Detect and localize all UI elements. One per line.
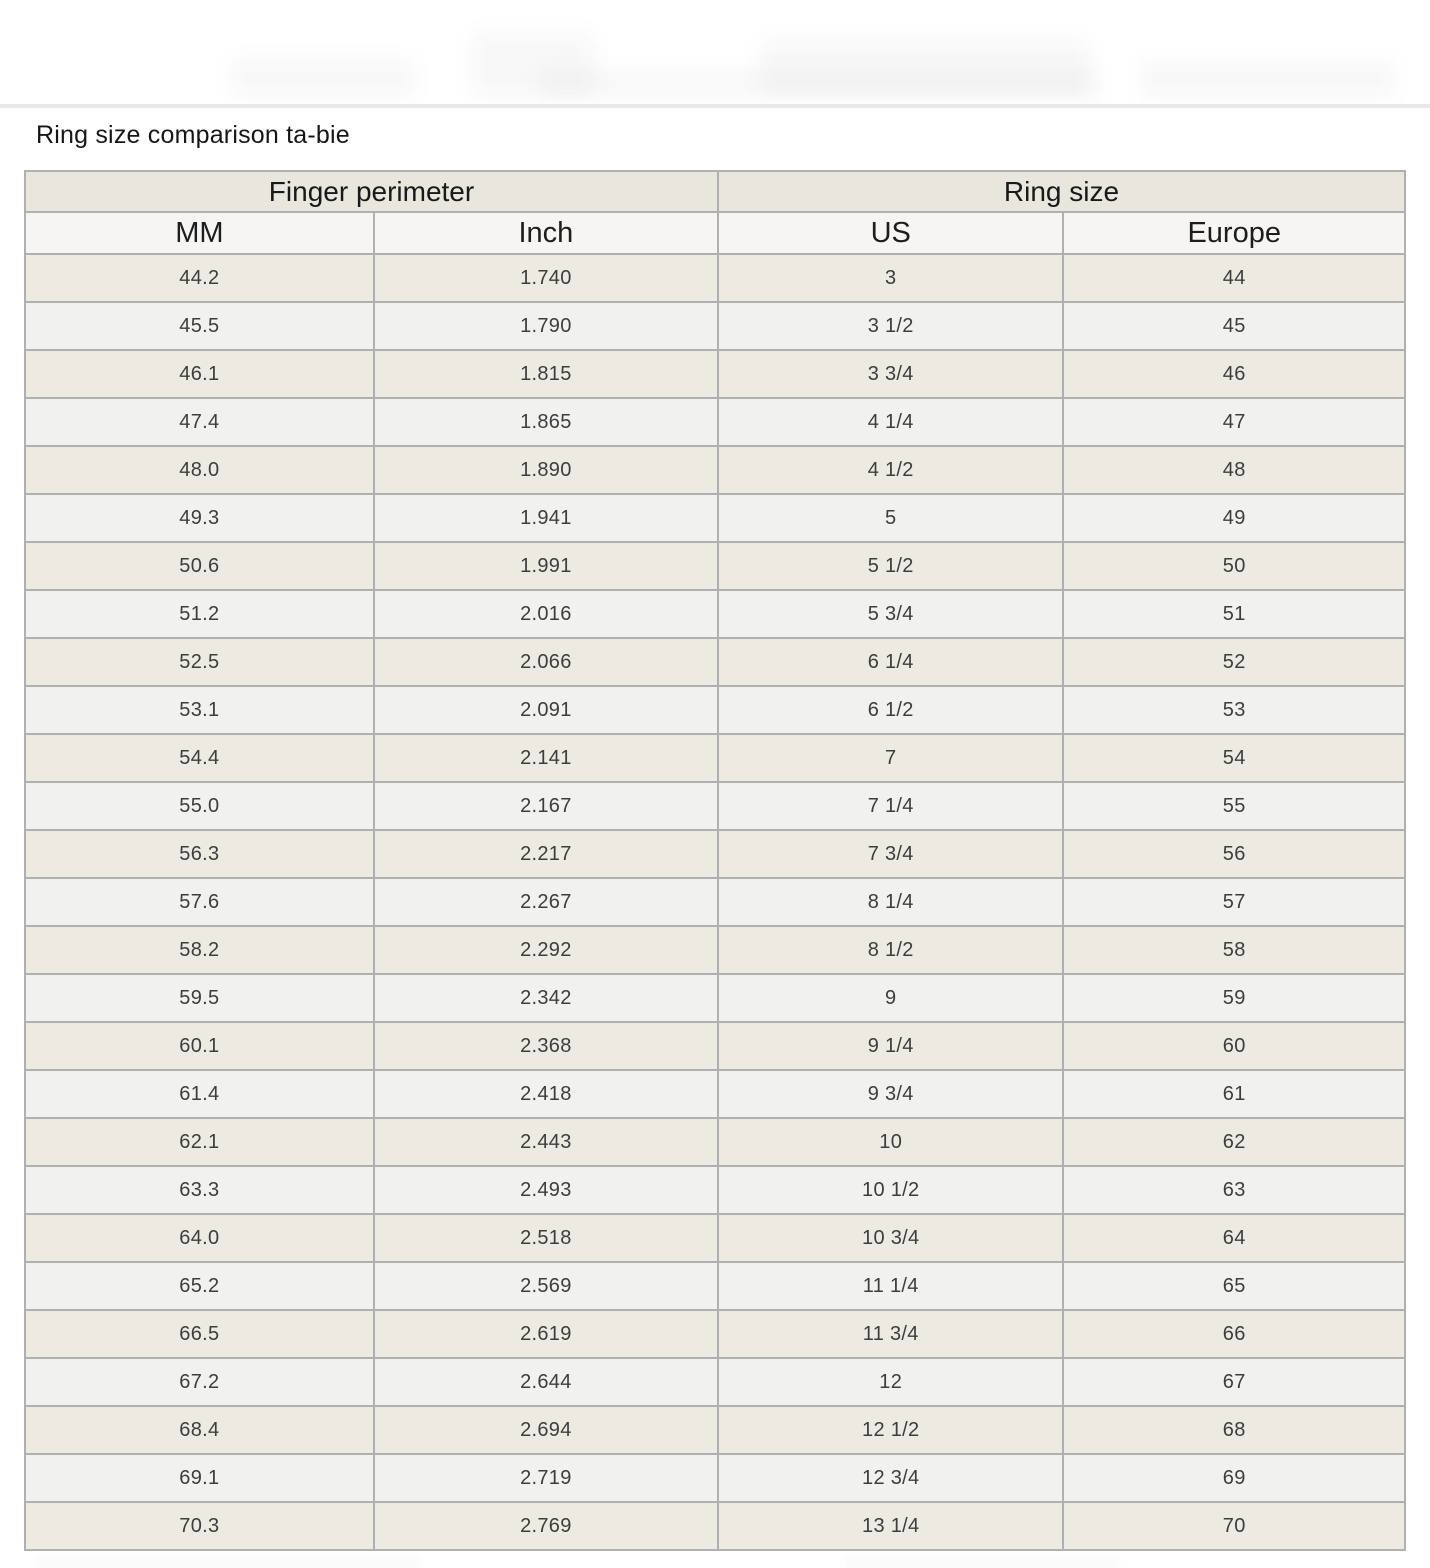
table-cell: 2.141 [374, 734, 718, 782]
table-cell: 7 [718, 734, 1063, 782]
table-cell: 54 [1063, 734, 1405, 782]
table-cell: 11 3/4 [718, 1310, 1063, 1358]
table-row [25, 590, 1405, 638]
table-cell: 2.066 [374, 638, 718, 686]
table-cell: 55.0 [25, 782, 374, 830]
table-cell: 58 [1063, 926, 1405, 974]
table-cell: 4 1/2 [718, 446, 1063, 494]
table-cell: 6 1/4 [718, 638, 1063, 686]
table-cell: 2.091 [374, 686, 718, 734]
table-cell: 61.4 [25, 1070, 374, 1118]
column-header-mm: MM [25, 212, 374, 254]
table-row [25, 782, 1405, 830]
table-row [25, 734, 1405, 782]
table-row [25, 1070, 1405, 1118]
table-cell: 10 3/4 [718, 1214, 1063, 1262]
table-cell: 65 [1063, 1262, 1405, 1310]
table-cell: 53 [1063, 686, 1405, 734]
ghost-blob [760, 38, 1090, 96]
table-cell: 45 [1063, 302, 1405, 350]
table-row [25, 926, 1405, 974]
table-row [25, 1214, 1405, 1262]
table-cell: 2.167 [374, 782, 718, 830]
table-cell: 1.865 [374, 398, 718, 446]
table-row [25, 1454, 1405, 1502]
table-cell: 2.619 [374, 1310, 718, 1358]
table-cell: 59.5 [25, 974, 374, 1022]
table-cell: 10 1/2 [718, 1166, 1063, 1214]
table-cell: 7 1/4 [718, 782, 1063, 830]
table-cell: 51.2 [25, 590, 374, 638]
table-row [25, 1310, 1405, 1358]
table-cell: 2.342 [374, 974, 718, 1022]
table-cell: 55 [1063, 782, 1405, 830]
table-cell: 5 3/4 [718, 590, 1063, 638]
table-cell: 56 [1063, 830, 1405, 878]
table-cell: 2.518 [374, 1214, 718, 1262]
table-cell: 8 1/2 [718, 926, 1063, 974]
table-cell: 70.3 [25, 1502, 374, 1550]
table-cell: 1.740 [374, 254, 718, 302]
table-cell: 2.694 [374, 1406, 718, 1454]
table-row [25, 1166, 1405, 1214]
table-cell: 69.1 [25, 1454, 374, 1502]
page-title: Ring size comparison ta-bie [36, 121, 350, 149]
table-row [25, 542, 1405, 590]
table-row [25, 1406, 1405, 1454]
table-cell: 2.769 [374, 1502, 718, 1550]
table-cell: 5 [718, 494, 1063, 542]
table-row [25, 830, 1405, 878]
table-row [25, 302, 1405, 350]
table-cell: 3 1/2 [718, 302, 1063, 350]
table-cell: 2.493 [374, 1166, 718, 1214]
table-cell: 11 1/4 [718, 1262, 1063, 1310]
table-row [25, 446, 1405, 494]
table-row [25, 494, 1405, 542]
table-cell: 63.3 [25, 1166, 374, 1214]
table-cell: 4 1/4 [718, 398, 1063, 446]
table-cell: 53.1 [25, 686, 374, 734]
table-cell: 67.2 [25, 1358, 374, 1406]
table-cell: 1.991 [374, 542, 718, 590]
table-cell: 59 [1063, 974, 1405, 1022]
table-cell: 44.2 [25, 254, 374, 302]
table-cell: 12 1/2 [718, 1406, 1063, 1454]
top-divider-line [0, 104, 1430, 108]
column-header-europe: Europe [1063, 212, 1405, 254]
table-cell: 8 1/4 [718, 878, 1063, 926]
table-cell: 3 3/4 [718, 350, 1063, 398]
table-cell: 12 3/4 [718, 1454, 1063, 1502]
table-cell: 1.790 [374, 302, 718, 350]
table-row [25, 1118, 1405, 1166]
table-cell: 3 [718, 254, 1063, 302]
table-cell: 47 [1063, 398, 1405, 446]
table-cell: 66 [1063, 1310, 1405, 1358]
table-cell: 5 1/2 [718, 542, 1063, 590]
table-cell: 49 [1063, 494, 1405, 542]
table-cell: 2.644 [374, 1358, 718, 1406]
table-cell: 68.4 [25, 1406, 374, 1454]
table-cell: 2.016 [374, 590, 718, 638]
table-row [25, 686, 1405, 734]
table-cell: 2.217 [374, 830, 718, 878]
table-cell: 49.3 [25, 494, 374, 542]
table-cell: 2.443 [374, 1118, 718, 1166]
column-header-row [25, 212, 1405, 254]
table-cell: 12 [718, 1358, 1063, 1406]
table-cell: 58.2 [25, 926, 374, 974]
table-row [25, 974, 1405, 1022]
ghost-blob [845, 1558, 1120, 1568]
table-cell: 13 1/4 [718, 1502, 1063, 1550]
table-cell: 1.815 [374, 350, 718, 398]
table-cell: 67 [1063, 1358, 1405, 1406]
table-cell: 9 [718, 974, 1063, 1022]
table-cell: 45.5 [25, 302, 374, 350]
table-cell: 48 [1063, 446, 1405, 494]
table-row [25, 638, 1405, 686]
table-cell: 52.5 [25, 638, 374, 686]
table-row [25, 1022, 1405, 1070]
table-cell: 52 [1063, 638, 1405, 686]
table-row [25, 254, 1405, 302]
table-cell: 54.4 [25, 734, 374, 782]
table-cell: 60 [1063, 1022, 1405, 1070]
table-cell: 47.4 [25, 398, 374, 446]
table-cell: 44 [1063, 254, 1405, 302]
table-cell: 9 3/4 [718, 1070, 1063, 1118]
table-cell: 66.5 [25, 1310, 374, 1358]
ghost-watermark-band [0, 0, 1430, 104]
table-cell: 63 [1063, 1166, 1405, 1214]
table-cell: 2.569 [374, 1262, 718, 1310]
table-row [25, 1262, 1405, 1310]
table-row [25, 1358, 1405, 1406]
table-cell: 50.6 [25, 542, 374, 590]
table-cell: 70 [1063, 1502, 1405, 1550]
group-header-finger-perimeter: Finger perimeter [25, 171, 718, 212]
table-cell: 2.418 [374, 1070, 718, 1118]
table-row [25, 878, 1405, 926]
table-cell: 9 1/4 [718, 1022, 1063, 1070]
table-cell: 2.292 [374, 926, 718, 974]
table-row [25, 398, 1405, 446]
group-header-row [25, 171, 1405, 212]
table-cell: 7 3/4 [718, 830, 1063, 878]
table-cell: 64.0 [25, 1214, 374, 1262]
table-cell: 48.0 [25, 446, 374, 494]
group-header-ring-size: Ring size [718, 171, 1405, 212]
ring-size-table [24, 170, 1406, 1551]
table-cell: 1.941 [374, 494, 718, 542]
table-row [25, 1502, 1405, 1550]
column-header-us: US [718, 212, 1063, 254]
table-cell: 51 [1063, 590, 1405, 638]
table-cell: 46 [1063, 350, 1405, 398]
table-cell: 62 [1063, 1118, 1405, 1166]
table-cell: 2.368 [374, 1022, 718, 1070]
table-cell: 68 [1063, 1406, 1405, 1454]
table-cell: 56.3 [25, 830, 374, 878]
table-cell: 1.890 [374, 446, 718, 494]
column-header-inch: Inch [374, 212, 718, 254]
table-cell: 57.6 [25, 878, 374, 926]
table-cell: 10 [718, 1118, 1063, 1166]
table-cell: 50 [1063, 542, 1405, 590]
table-row [25, 350, 1405, 398]
ghost-blob [35, 1558, 420, 1568]
ghost-blob [230, 58, 415, 98]
table-cell: 61 [1063, 1070, 1405, 1118]
table-cell: 6 1/2 [718, 686, 1063, 734]
table-cell: 65.2 [25, 1262, 374, 1310]
table-cell: 62.1 [25, 1118, 374, 1166]
table-cell: 2.267 [374, 878, 718, 926]
table-cell: 2.719 [374, 1454, 718, 1502]
table-cell: 46.1 [25, 350, 374, 398]
ghost-blob [1140, 60, 1395, 98]
table-cell: 57 [1063, 878, 1405, 926]
table-cell: 64 [1063, 1214, 1405, 1262]
table-cell: 60.1 [25, 1022, 374, 1070]
table-cell: 69 [1063, 1454, 1405, 1502]
